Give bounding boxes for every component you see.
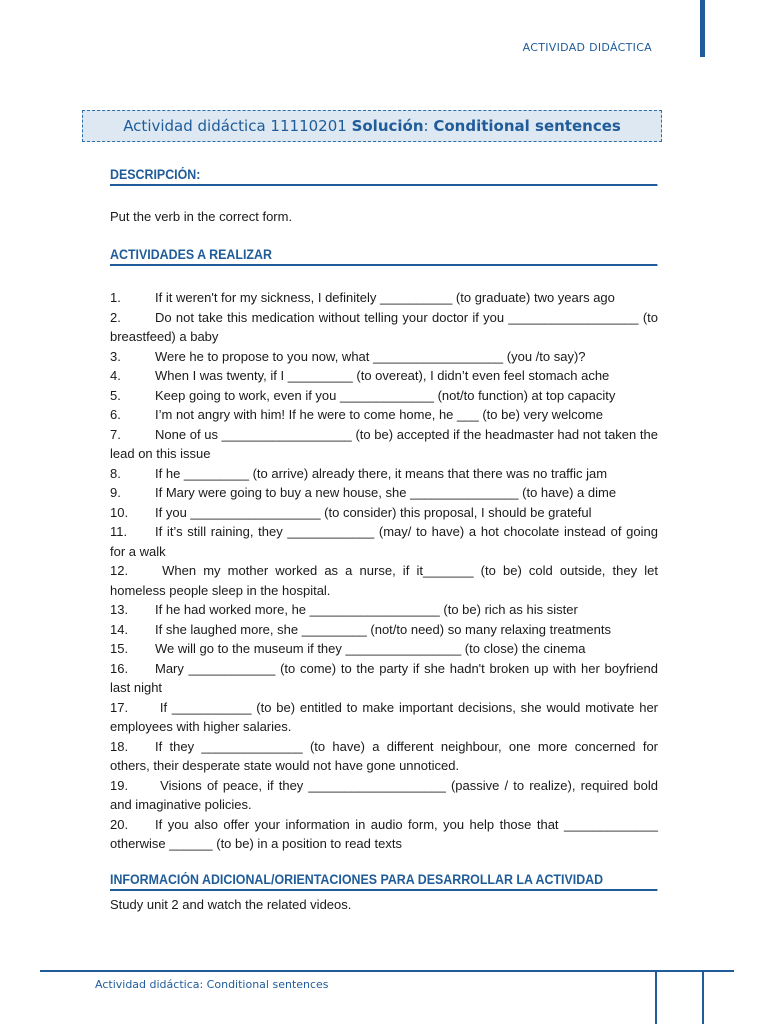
activity-item [110, 464, 658, 484]
activity-number: 12. [110, 563, 129, 578]
activity-text: We will go to the museum if they ________________ (to close) the cinema [155, 641, 586, 656]
activity-item [110, 522, 658, 561]
activity-item [110, 483, 658, 503]
additional-text: Study unit 2 and watch the related videos. [110, 897, 352, 912]
activity-number: 14. [110, 621, 129, 637]
activity-item [110, 659, 658, 698]
activity-number: 4. [110, 368, 121, 383]
activity-number: 11. [110, 524, 128, 539]
activity-item [110, 698, 658, 737]
activity-list [110, 288, 658, 854]
header-accent-bar [700, 0, 705, 57]
activity-text: If Mary were going to buy a new house, she _______________ (to have) a dime [155, 485, 617, 500]
activity-number: 19. [110, 777, 129, 793]
activity-text: Do not take this medication without telling your doctor if you __________________ (to breastfeed) a baby [110, 309, 658, 344]
activity-item [110, 366, 658, 386]
additional-heading: INFORMACIÓN ADICIONAL/ORIENTACIONES PARA DESARROLLAR LA ACTIVIDAD [110, 872, 657, 891]
activity-text: If she laughed more, she _________ (not/to need) so many relaxing treatments [155, 621, 612, 637]
activity-text: If it weren't for my sickness, I definitely __________ (to graduate) two years ago [155, 290, 615, 305]
activity-text: If you also offer your information in audio form, you help those that _____________ otherwise ______ (to be) in a position to read texts [110, 816, 658, 851]
activity-number: 9. [110, 485, 121, 500]
activity-text: If he _________ (to arrive) already there, it means that there was no traffic jam [155, 465, 608, 481]
activity-item [110, 815, 658, 854]
activity-item [110, 776, 658, 815]
footer-accent-bar-left [655, 970, 657, 1024]
activity-item [110, 405, 658, 425]
activity-item [110, 639, 658, 659]
header-label: ACTIVIDAD DIDÁCTICA [522, 41, 652, 54]
activity-number: 20. [110, 816, 129, 832]
activity-item [110, 288, 658, 308]
activity-text: Mary ____________ (to come) to the party if she hadn't broken up with her boyfriend last night [110, 660, 658, 695]
activities-heading: ACTIVIDADES A REALIZAR [110, 247, 657, 266]
activity-text: If you __________________ (to consider) this proposal, I should be grateful [155, 504, 592, 520]
title-colon: : [423, 117, 429, 135]
activity-text: Were he to propose to you now, what __________________ (you /to say)? [155, 348, 586, 364]
activity-number: 3. [110, 348, 121, 364]
title-box [82, 110, 662, 142]
activity-text: If he had worked more, he __________________ (to be) rich as his sister [155, 602, 578, 617]
activity-text: None of us __________________ (to be) accepted if the headmaster had not taken the lead on this issue [110, 426, 658, 461]
activity-number: 13. [110, 602, 129, 617]
activity-item [110, 620, 658, 640]
description-heading: DESCRIPCIÓN: [110, 167, 657, 186]
activity-number: 1. [110, 290, 121, 305]
activity-number: 6. [110, 407, 121, 422]
activity-number: 17. [110, 699, 129, 715]
activity-text: When my mother worked as a nurse, if it_______ (to be) cold outside, they let homeless people sleep in the hospital. [110, 563, 658, 598]
activity-number: 8. [110, 465, 121, 481]
description-text: Put the verb in the correct form. [110, 209, 293, 224]
activity-number: 16. [110, 660, 129, 676]
activity-text: When I was twenty, if I _________ (to overeat), I didn’t even feel stomach ache [155, 368, 610, 383]
activity-number: 10. [110, 504, 129, 520]
title-prefix: Actividad didáctica 11110201 [123, 117, 347, 135]
activity-item [110, 308, 658, 347]
footer-accent-bar-right [702, 970, 704, 1024]
activity-number: 18. [110, 738, 129, 754]
activity-number: 7. [110, 426, 121, 442]
title-solution: Solución [351, 117, 424, 135]
activity-item [110, 386, 658, 406]
activity-text: If ___________ (to be) entitled to make important decisions, she would motivate her employees with higher salaries. [110, 699, 658, 734]
activity-text: If they ______________ (to have) a different neighbour, one more concerned for others, their desperate state would not have gone unnoticed. [110, 738, 658, 773]
activity-item [110, 737, 658, 776]
activity-item [110, 425, 658, 464]
activity-text: Visions of peace, if they ___________________ (passive / to realize), required bold and imaginative policies. [110, 777, 658, 812]
activity-item [110, 347, 658, 367]
activity-item [110, 600, 658, 620]
activity-text: I’m not angry with him! If he were to come home, he ___ (to be) very welcome [155, 407, 603, 422]
footer-text: Actividad didáctica: Conditional sentences [95, 978, 329, 991]
activity-number: 15. [110, 641, 129, 656]
footer-divider [40, 970, 734, 972]
activity-item [110, 561, 658, 600]
title-topic: Conditional sentences [433, 117, 621, 135]
activity-text: Keep going to work, even if you _____________ (not/to function) at top capacity [155, 387, 616, 403]
activity-number: 2. [110, 309, 121, 325]
activity-item [110, 503, 658, 523]
activity-text: If it’s still raining, they ____________ (may/ to have) a hot chocolate instead of going for a walk [110, 524, 658, 559]
activity-number: 5. [110, 387, 121, 403]
